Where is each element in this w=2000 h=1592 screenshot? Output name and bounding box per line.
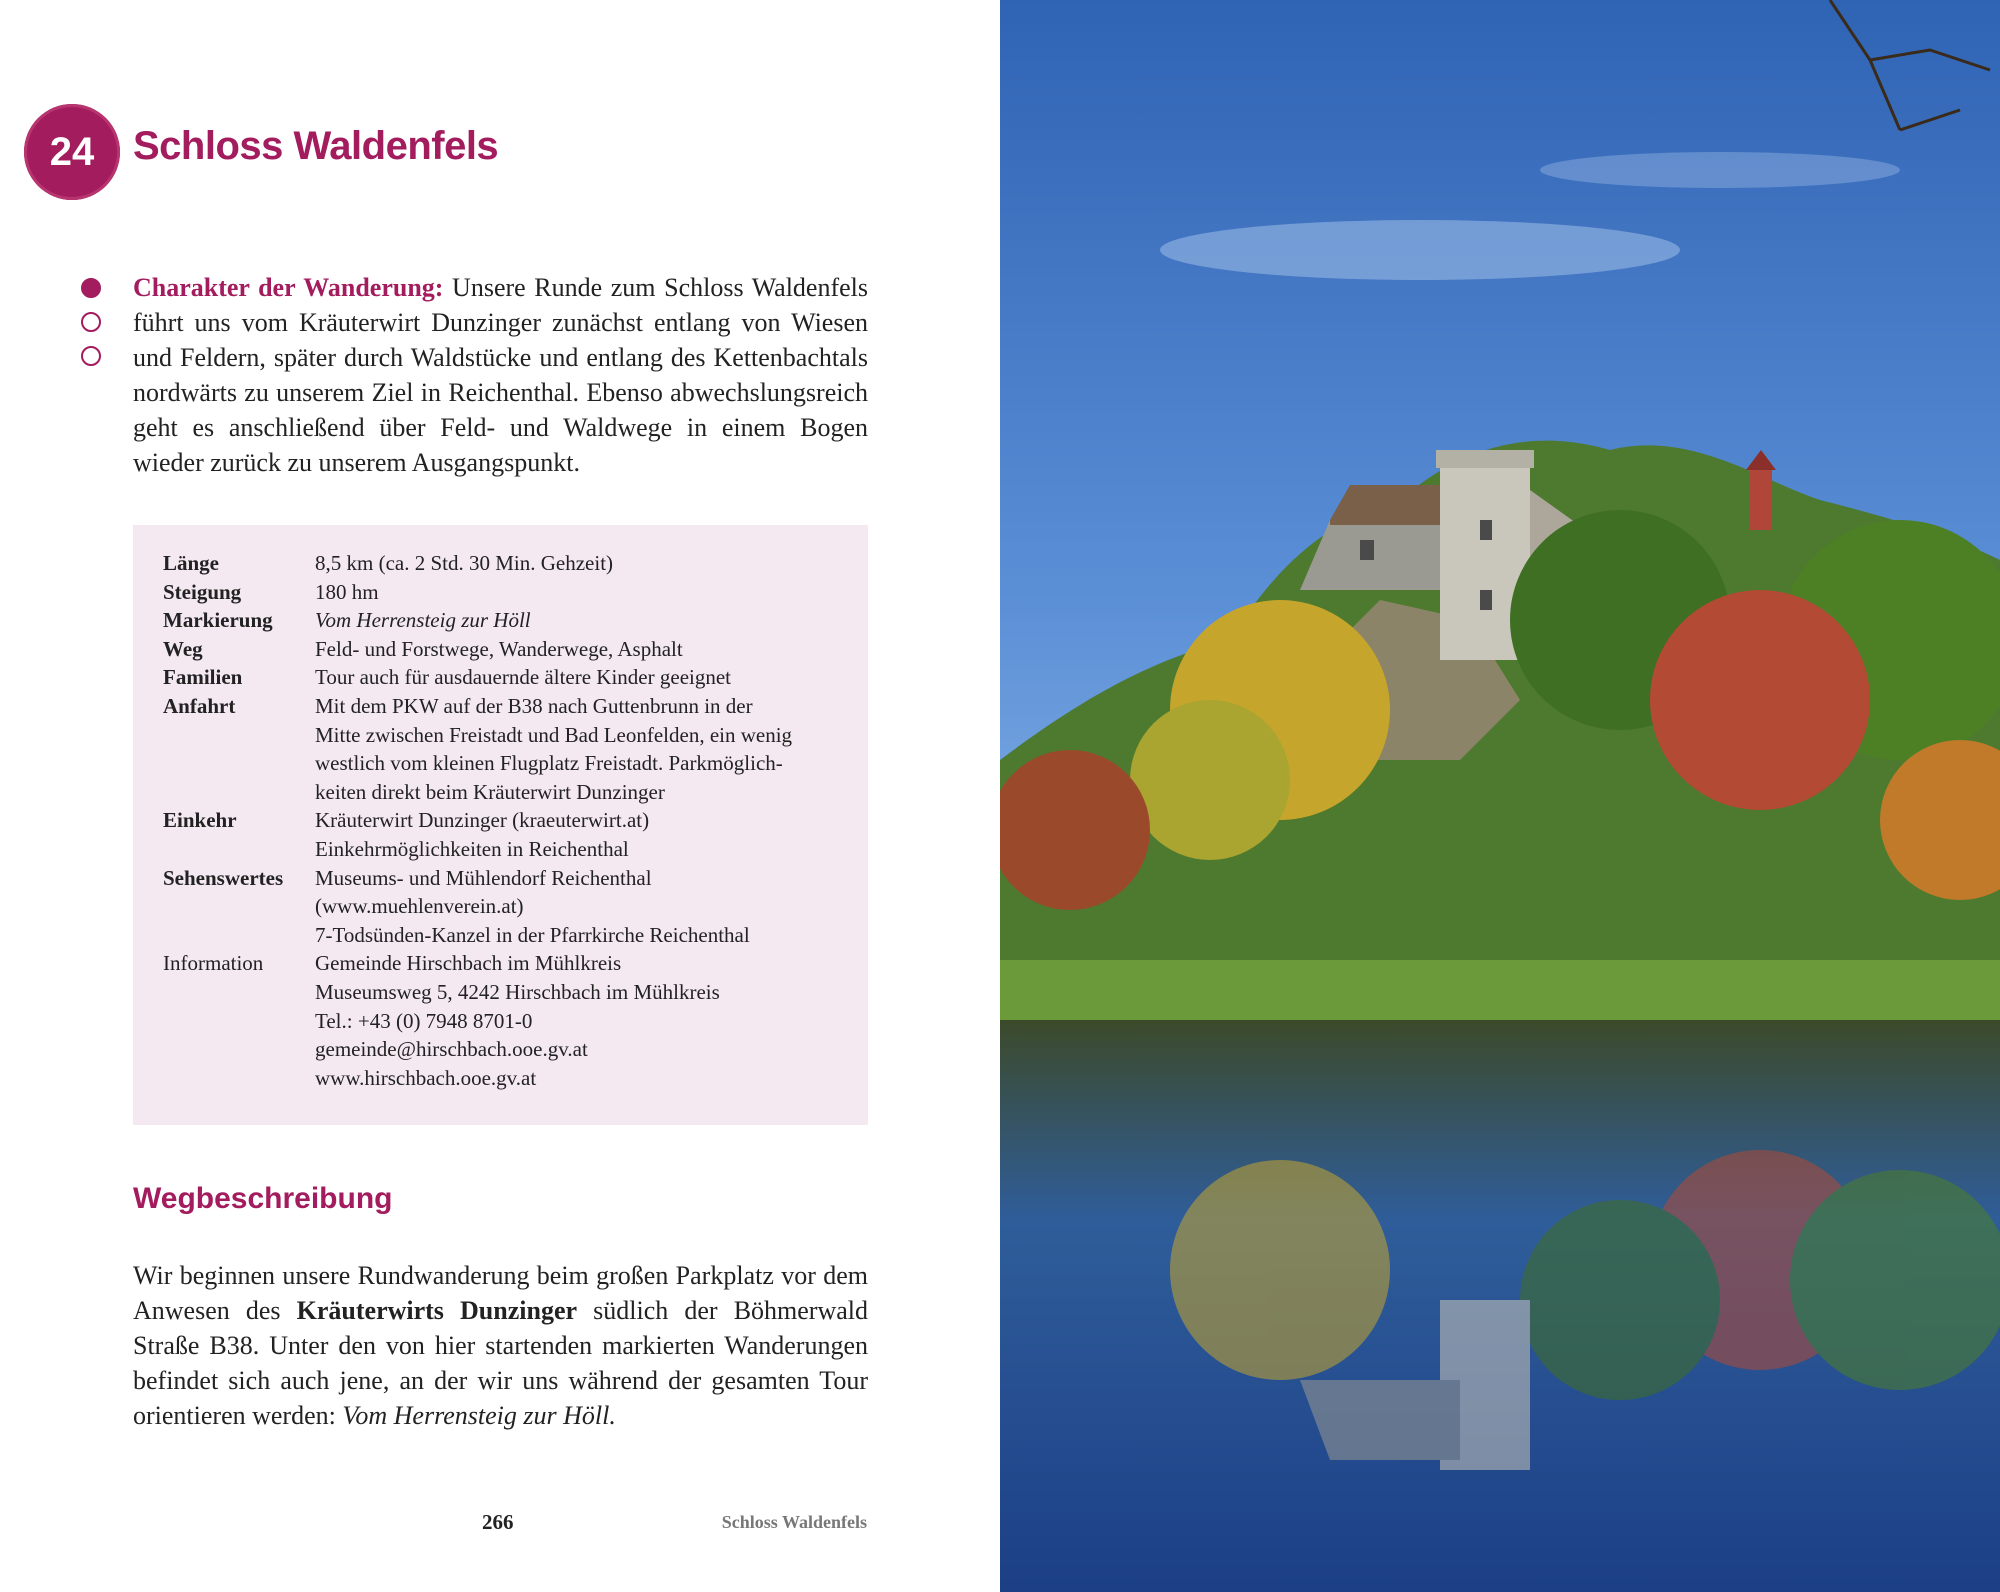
info-value: 8,5 km (ca. 2 Std. 30 Min. Gehzeit) [315, 551, 614, 575]
tour-info-table [163, 549, 792, 1092]
difficulty-dot-empty [81, 346, 101, 366]
info-key: Markierung [163, 608, 273, 633]
info-key: Steigung [163, 579, 242, 604]
difficulty-dot-filled [81, 278, 101, 298]
difficulty-dot-empty [81, 312, 101, 332]
route-text: Wir beginnen unsere Rundwanderung beim großen Parkplatz vor dem Anwesen des [133, 1261, 868, 1325]
tour-info-box [133, 525, 868, 1125]
info-key: Einkehr [163, 808, 237, 833]
tree-yellow [1130, 700, 1290, 860]
info-row-steigung [163, 578, 792, 607]
info-value: Mit dem PKW auf der B38 nach Guttenbrunn in der [315, 693, 753, 718]
info-row-laenge [163, 549, 792, 578]
castle-lake-photo [1000, 0, 2000, 1592]
info-value: westlich vom kleinen Flugplatz Freistadt. Parkmöglich- [315, 751, 783, 776]
info-value: Gemeinde Hirschbach im Mühlkreis [315, 951, 622, 976]
info-value: 7-Todsünden-Kanzel in der Pfarrkirche Reichenthal [315, 922, 750, 947]
info-key: Sehenswertes [163, 865, 284, 890]
info-key: Information [163, 951, 264, 976]
section-heading: Wegbeschreibung [133, 1182, 393, 1215]
info-row-weg [163, 635, 792, 664]
info-value: 180 hm [315, 579, 379, 604]
info-value: Einkehrmöglichkeiten in Reichenthal [315, 836, 629, 861]
photo-illustration [1000, 0, 2000, 1592]
tour-number: 24 [49, 129, 95, 174]
info-value: Feld- und Forstwege, Wanderwege, Asphalt [315, 636, 683, 661]
running-head: Schloss Waldenfels [721, 1512, 867, 1532]
info-value: Tel.: +43 (0) 7948 8701-0 [315, 1008, 533, 1033]
route-italic-text: Vom Herrensteig zur Höll. [342, 1401, 616, 1430]
intro-text: Unsere Runde zum Schloss Waldenfels führt uns vom Kräuterwirt Dunzinger zunächst entlang von Wiesen und Feldern, später durch Waldstücke und entlang des Kettenbachtals nordwärts zu unserem Ziel in Reichenthal. Ebenso abwechslungsreich geht es anschließend über Feld- und Waldwege in einem Bogen wieder zurück zu unserem Ausgangspunkt. [133, 273, 869, 477]
info-value: Mitte zwischen Freistadt und Bad Leonfelden, ein wenig [315, 722, 793, 747]
cloud [1540, 152, 1900, 188]
tree-red [1650, 590, 1870, 810]
info-row-anfahrt [163, 692, 792, 806]
info-key: Familien [163, 665, 243, 690]
page-number: 266 [482, 1510, 514, 1534]
cloud [1160, 220, 1680, 280]
tour-number-badge [24, 104, 120, 200]
info-value: Kräuterwirt Dunzinger (kraeuterwirt.at) [315, 808, 650, 833]
info-value: www.hirschbach.ooe.gv.at [315, 1065, 537, 1090]
info-row-markierung [163, 606, 792, 635]
info-value: (www.muehlenverein.at) [315, 894, 524, 919]
route-paragraph [133, 1258, 868, 1433]
info-row-einkehr [163, 806, 792, 863]
info-key: Anfahrt [163, 693, 236, 718]
meadow [1000, 960, 2000, 1020]
intro-paragraph [133, 270, 868, 480]
info-row-sehenswertes [163, 864, 792, 950]
info-key: Länge [163, 551, 220, 575]
info-value: Tour auch für ausdauernde ältere Kinder geeignet [315, 665, 732, 690]
difficulty-indicator [81, 278, 101, 380]
info-row-familien [163, 663, 792, 692]
info-value: Museumsweg 5, 4242 Hirschbach im Mühlkreis [315, 979, 720, 1004]
intro-label: Charakter der Wanderung: [133, 273, 444, 302]
info-value: keiten direkt beim Kräuterwirt Dunzinger [315, 779, 665, 804]
route-text: südlich der Böhmerwald Straße B38. Unter den von hier startenden markierten Wanderungen befindet sich auch jene, an der wir uns während der gesamten Tour orientieren werden: [133, 1296, 868, 1430]
info-value: gemeinde@hirschbach.ooe.gv.at [315, 1037, 588, 1062]
info-value: Museums- und Mühlendorf Reichenthal [315, 865, 652, 890]
info-key: Weg [163, 636, 203, 661]
info-row-information [163, 949, 792, 1092]
info-value: Vom Herrensteig zur Höll [315, 608, 531, 633]
route-bold-text: Kräuterwirts Dunzinger [296, 1296, 578, 1325]
page-title: Schloss Waldenfels [133, 124, 499, 168]
